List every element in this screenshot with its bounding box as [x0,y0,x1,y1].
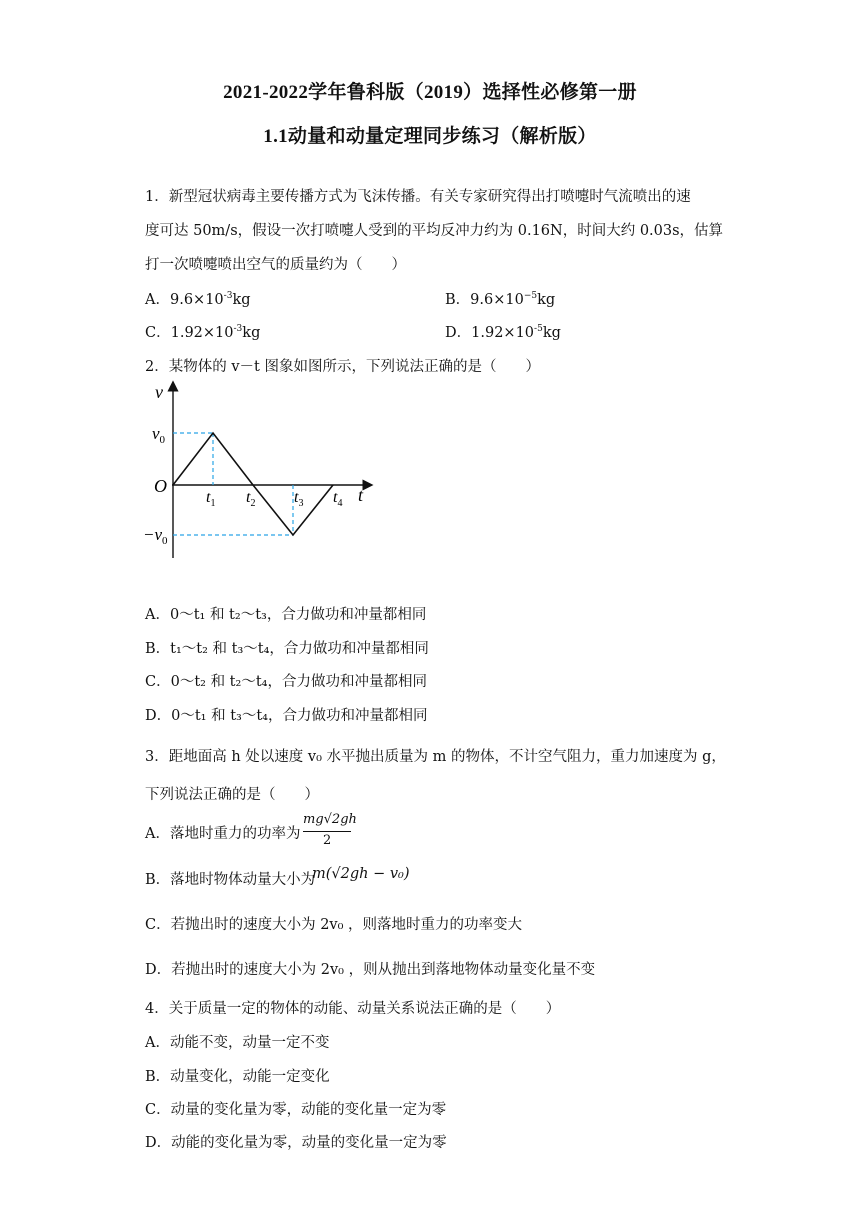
t2-label: $t_2$ [246,489,256,509]
q4-option-d: D．动能的变化量为零，动量的变化量一定为零 [145,1135,447,1151]
q1-stem-line2: 度可达 50m/s，假设一次打喷嚏人受到的平均反冲力约为 0.16N，时间大约 0.03s，估算 [145,223,724,239]
q4-stem: 4．关于质量一定的物体的动能、动量关系说法正确的是（ ） [145,1001,561,1017]
q1-option-a: A．$9.6\times 10^{-3}kg$ [145,291,251,308]
q1-stem-line1: 1．新型冠状病毒主要传播方式为飞沫传播。有关专家研究得出打喷嚏时气流喷出的速 [145,189,691,205]
t-axis-label: t [358,485,364,505]
q2-option-c: C．0～t₂ 和 t₂～t₄，合力做功和冲量都相同 [145,674,427,690]
q2-stem: 2．某物体的 v－t 图象如图所示，下列说法正确的是（ ） [145,359,540,375]
q3-option-d: D．若抛出时的速度大小为 2v₀ ，则从抛出到落地物体动量变化量不变 [145,962,596,978]
q3-option-a-label: A．落地时重力的功率为 [145,826,301,842]
fraction-bar [303,831,351,832]
t1-label: $t_1$ [206,489,216,509]
v-axis-label: v [155,382,163,402]
q3-option-a-fraction [303,812,363,852]
q2-option-b: B．t₁～t₂ 和 t₃～t₄，合力做功和冲量都相同 [145,641,429,657]
q3-option-c: C．若抛出时的速度大小为 2v₀ ，则落地时重力的功率变大 [145,917,523,933]
document-title-line2: 1.1动量和动量定理同步练习（解析版） [263,126,597,147]
q4-option-b: B．动量变化，动能一定变化 [145,1069,330,1085]
q2-option-d: D．0～t₁ 和 t₃～t₄，合力做功和冲量都相同 [145,708,428,724]
q3-option-b-label: B．落地时物体动量大小为 [145,872,316,888]
fraction-denominator: 2 [323,833,332,848]
t4-label: $t_4$ [333,489,343,509]
q2-option-a: A．0～t₁ 和 t₂～t₃，合力做功和冲量都相同 [145,607,427,623]
q1-option-c: C．$1.92\times 10^{-3}kg$ [145,324,261,341]
t3-label: $t_3$ [294,489,304,509]
v0-label: $v_0$ [152,424,166,446]
neg-v0-label: $-v_0$ [143,525,168,547]
vt-graph [140,378,400,568]
document-title-line1: 2021-2022学年鲁科版（2019）选择性必修第一册 [223,82,637,103]
q4-option-a: A．动能不变，动量一定不变 [145,1035,330,1051]
q1-option-b: B．$9.6\times 10^{-5}kg$ [445,291,556,308]
q1-stem-line3: 打一次喷嚏喷出空气的质量约为（ ） [145,257,406,273]
q1-option-d: D．$1.92\times 10^{-5}kg$ [445,324,561,341]
fraction-numerator: mg√2gh [303,812,357,827]
vt-curve [173,433,333,535]
q3-stem-line1: 3．距地面高 h 处以速度 v₀ 水平抛出质量为 m 的物体，不计空气阻力，重力加速度为 g， [145,749,726,765]
q3-stem-line2: 下列说法正确的是（ ） [145,787,319,803]
origin-label: O [154,476,167,496]
q4-option-c: C．动量的变化量为零，动能的变化量一定为零 [145,1102,447,1118]
q3-option-b-formula: m(√2gh − v₀) [312,866,410,882]
